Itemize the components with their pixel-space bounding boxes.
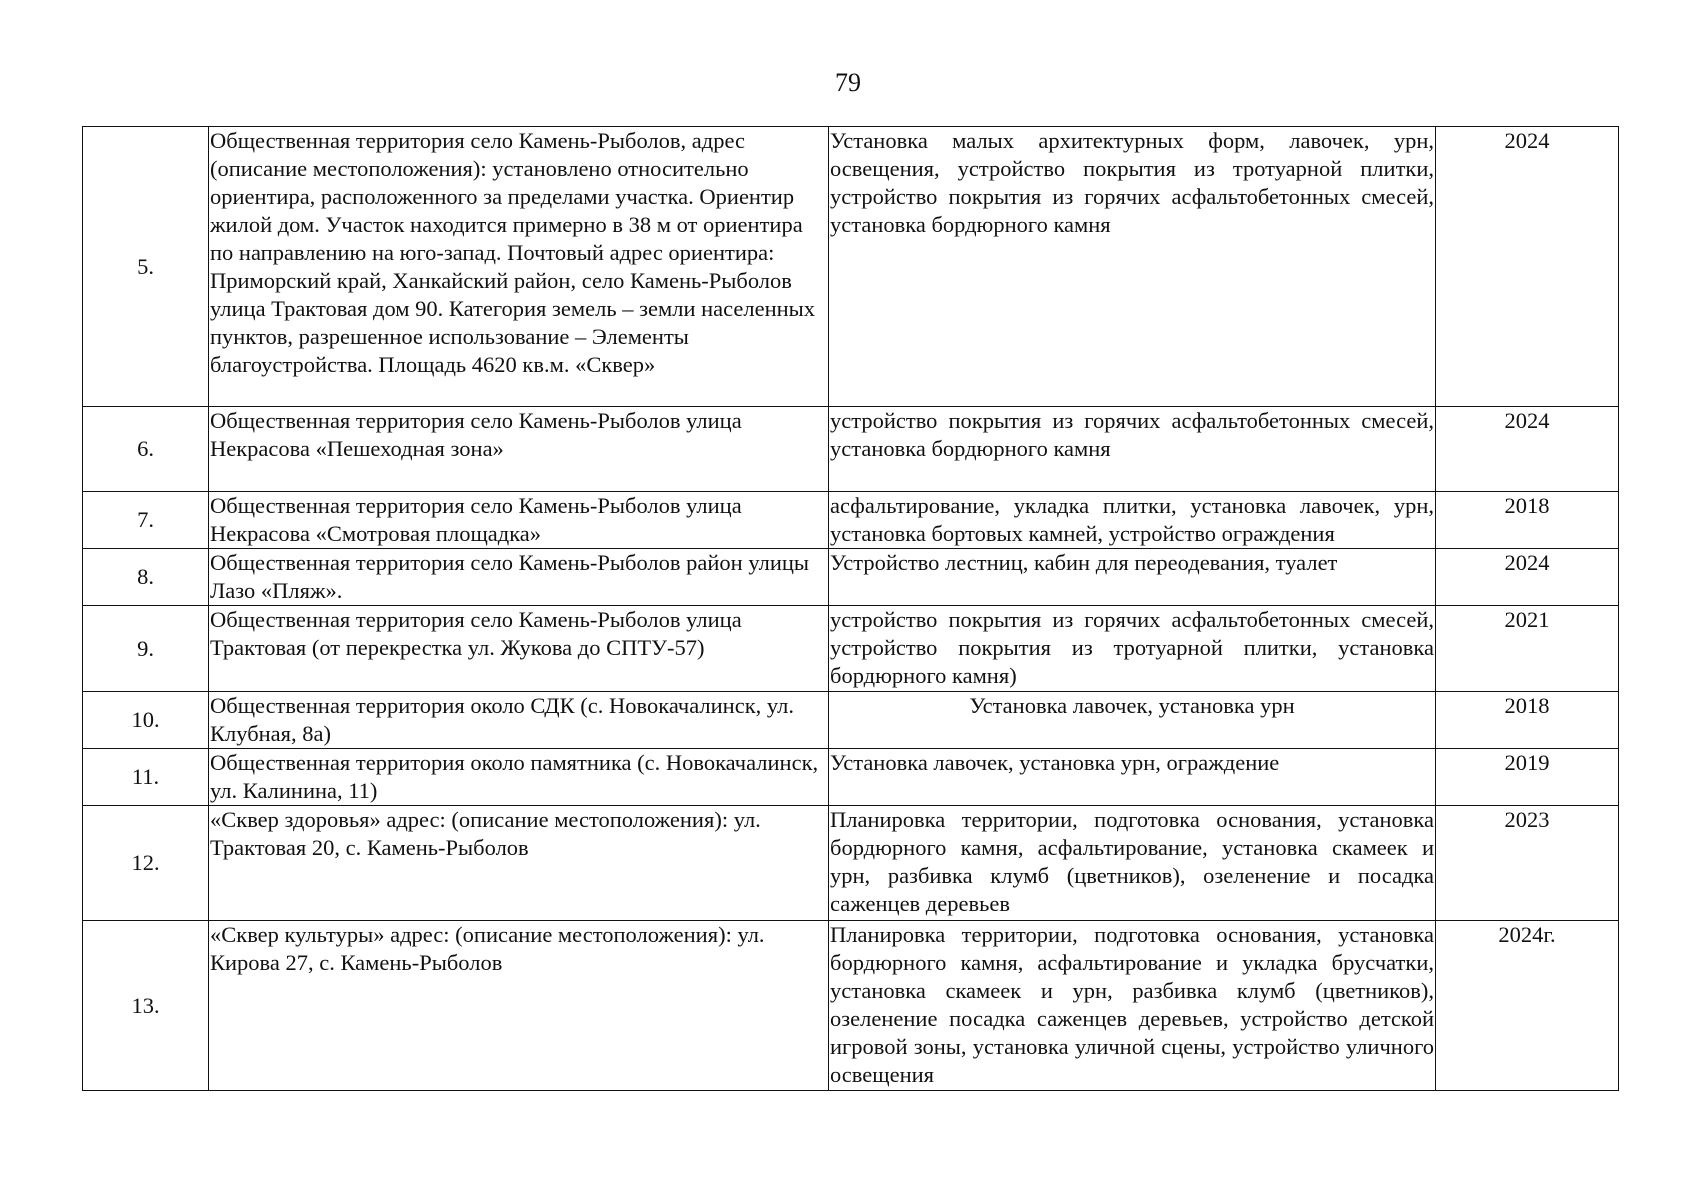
table-row bbox=[83, 407, 1619, 492]
row-number: 6. bbox=[83, 407, 209, 492]
object-description: «Сквер культуры» адрес: (описание местоположения): ул. Кирова 27, с. Камень-Рыболов bbox=[209, 921, 829, 1091]
row-number: 10. bbox=[83, 692, 209, 749]
object-description: «Сквер здоровья» адрес: (описание местоположения): ул. Трактовая 20, с. Камень-Рыболов bbox=[209, 806, 829, 921]
object-description: Общественная территория село Камень-Рыболов улица Трактовая (от перекрестка ул. Жукова до СПТУ-57) bbox=[209, 606, 829, 692]
works-description: Установка лавочек, установка урн bbox=[829, 692, 1436, 749]
works-description: Планировка территории, подготовка основания, установка бордюрного камня, асфальтирование, установка скамеек и урн, разбивка клумб (цветников), озеленение и посадка саженцев деревьев bbox=[829, 806, 1436, 921]
works-description: Устройство лестниц, кабин для переодевания, туалет bbox=[829, 549, 1436, 606]
table-row bbox=[83, 492, 1619, 549]
works-description: Установка малых архитектурных форм, лавочек, урн, освещения, устройство покрытия из тротуарной плитки, устройство покрытия из горячих асфальтобетонных смесей, установка бордюрного камня bbox=[829, 127, 1436, 407]
year: 2024г. bbox=[1436, 921, 1619, 1091]
year: 2024 bbox=[1436, 127, 1619, 407]
row-number: 13. bbox=[83, 921, 209, 1091]
table-row bbox=[83, 127, 1619, 407]
works-description: Установка лавочек, установка урн, ограждение bbox=[829, 749, 1436, 806]
row-number: 12. bbox=[83, 806, 209, 921]
year: 2024 bbox=[1436, 549, 1619, 606]
works-description: устройство покрытия из горячих асфальтобетонных смесей, установка бордюрного камня bbox=[829, 407, 1436, 492]
works-description: устройство покрытия из горячих асфальтобетонных смесей, устройство покрытия из тротуарной плитки, установка бордюрного камня) bbox=[829, 606, 1436, 692]
table-row bbox=[83, 921, 1619, 1091]
year: 2021 bbox=[1436, 606, 1619, 692]
table-row bbox=[83, 806, 1619, 921]
table-row bbox=[83, 692, 1619, 749]
object-description: Общественная территория село Камень-Рыболов улица Некрасова «Смотровая площадка» bbox=[209, 492, 829, 549]
year: 2024 bbox=[1436, 407, 1619, 492]
year: 2019 bbox=[1436, 749, 1619, 806]
row-number: 8. bbox=[83, 549, 209, 606]
object-description: Общественная территория село Камень-Рыболов, адрес (описание местоположения): установлено относительно ориентира, расположенного за пределами участка. Ориентир жилой дом. Участок находится примерно в 38 м от ориентира по направлению на юго-запад. Почтовый адрес ориентира: Приморский край, Ханкайский район, село Камень-Рыболов улица Трактовая дом 90. Категория земель – земли населенных пунктов, разрешенное использование – Элементы благоустройства. Площадь 4620 кв.м. «Сквер» bbox=[209, 127, 829, 407]
row-number: 5. bbox=[83, 127, 209, 407]
object-description: Общественная территория около СДК (с. Новокачалинск, ул. Клубная, 8а) bbox=[209, 692, 829, 749]
year: 2018 bbox=[1436, 692, 1619, 749]
object-description: Общественная территория около памятника (с. Новокачалинск, ул. Калинина, 11) bbox=[209, 749, 829, 806]
works-description: асфальтирование, укладка плитки, установка лавочек, урн, установка бортовых камней, устройство ограждения bbox=[829, 492, 1436, 549]
year: 2018 bbox=[1436, 492, 1619, 549]
row-number: 7. bbox=[83, 492, 209, 549]
table-row bbox=[83, 606, 1619, 692]
table-row bbox=[83, 549, 1619, 606]
row-number: 11. bbox=[83, 749, 209, 806]
year: 2023 bbox=[1436, 806, 1619, 921]
row-number: 9. bbox=[83, 606, 209, 692]
object-description: Общественная территория село Камень-Рыболов улица Некрасова «Пешеходная зона» bbox=[209, 407, 829, 492]
page-number: 79 bbox=[835, 68, 861, 97]
object-description: Общественная территория село Камень-Рыболов район улицы Лазо «Пляж». bbox=[209, 549, 829, 606]
improvement-table bbox=[82, 126, 1619, 1091]
works-description: Планировка территории, подготовка основания, установка бордюрного камня, асфальтирование и укладка брусчатки, установка скамеек и урн, разбивка клумб (цветников), озеленение посадка саженцев деревьев, устройство детской игровой зоны, установка уличной сцены, устройство уличного освещения bbox=[829, 921, 1436, 1091]
table-row bbox=[83, 749, 1619, 806]
